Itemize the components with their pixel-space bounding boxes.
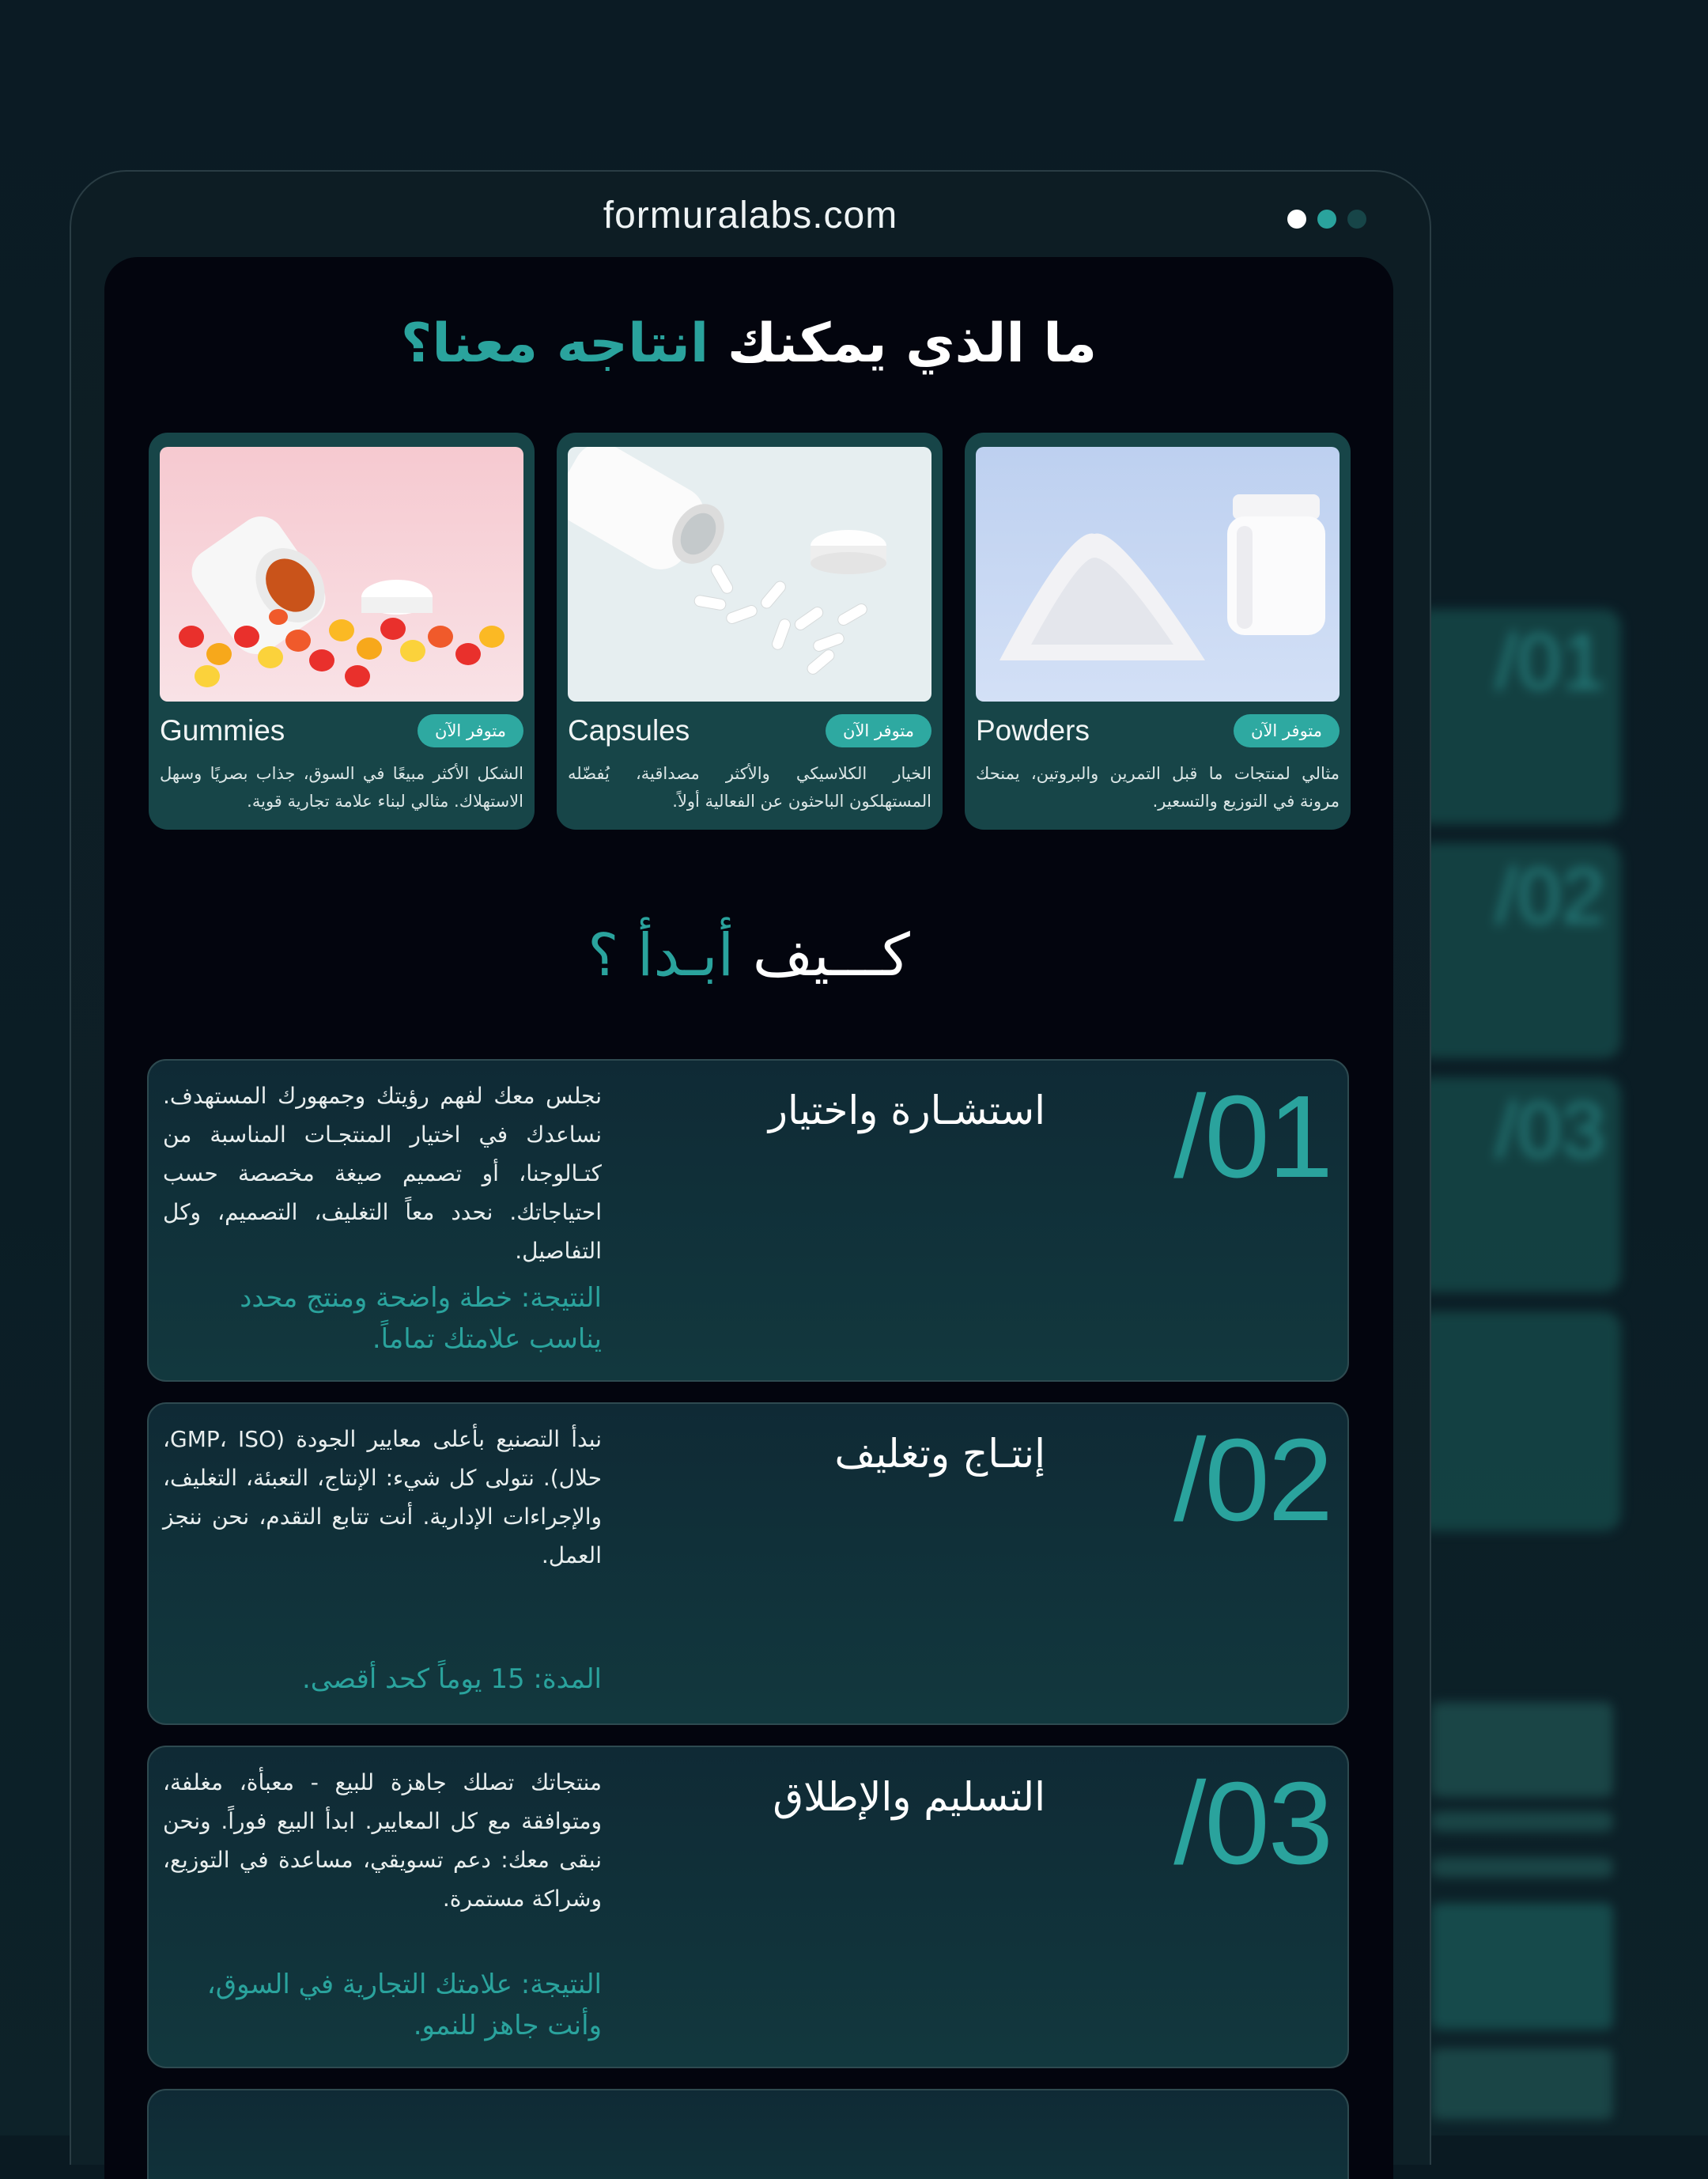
page-content [104, 257, 1393, 2179]
steps-heading-plain: كـــيف [752, 921, 910, 989]
product-description: مثالي لمنتجات ما قبل التمرين والبروتين، يمنحك مرونة في التوزيع والتسعير. [976, 764, 1340, 811]
product-card-gummies[interactable] [149, 433, 535, 830]
ghost-block [1431, 1903, 1613, 2030]
step-card-01 [147, 1059, 1349, 1382]
gummies-bottle-photo [160, 447, 523, 702]
url-text[interactable]: formuralabs.com [603, 195, 898, 236]
window-dot[interactable] [1317, 210, 1336, 229]
availability-badge: متوفر الآن [826, 714, 931, 747]
products-heading-plain: ما الذي يمكنك [727, 312, 1098, 375]
ghost-block [1431, 1857, 1613, 1878]
ghost-number: /02 [1494, 852, 1605, 940]
step-body: منتجاتك تصلك جاهزة للبيع - معبأة، مغلفة، ومتوافقة مع كل المعايير. ابدأ البيع فوراً. ونحن نبقى معك: دعم تسويقي، مساعدة في التوزيع، وشراكة مستمرة. [163, 1769, 602, 1912]
window-dot[interactable] [1347, 210, 1366, 229]
step-number: /03 [1173, 1758, 1332, 1889]
product-name: Gummies [160, 714, 285, 747]
capsules-bottle-photo [568, 447, 931, 702]
step-card-partial [147, 2089, 1349, 2179]
background-panel-blurred [1415, 459, 1645, 2135]
availability-badge: متوفر الآن [1234, 714, 1340, 747]
ghost-block [1431, 1811, 1613, 1832]
products-heading-accent: انتاجه معنا؟ [400, 312, 709, 375]
steps-heading-accent: أبـدأ ؟ [588, 921, 735, 989]
ghost-card [1415, 1077, 1621, 1292]
step-title: إنتـاج وتغليف [834, 1431, 1045, 1477]
powder-jar-photo [976, 447, 1340, 702]
product-card-capsules[interactable] [557, 433, 943, 830]
product-name: Powders [976, 714, 1090, 747]
product-description: الشكل الأكثر مبيعًا في السوق، جذاب بصريًا وسهل الاستهلاك. مثالي لبناء علامة تجارية قوية. [160, 764, 523, 811]
step-result: النتيجة: خطة واضحة ومنتج محدد يناسب علامتك تماماً. [240, 1282, 602, 1355]
steps-heading [104, 921, 1393, 989]
browser-window [70, 170, 1431, 2165]
window-dot[interactable] [1287, 210, 1306, 229]
ghost-card [1415, 609, 1621, 824]
ghost-card [1415, 843, 1621, 1058]
step-card-02 [147, 1402, 1349, 1725]
availability-badge: متوفر الآن [418, 714, 523, 747]
step-body: نبدأ التصنيع بأعلى معايير الجودة (GMP، ISO، حلال). نتولى كل شيء: الإنتاج، التعبئة، التغليف، والإجراءات الإدارية. أنت تتابع التقدم، نحن ننجز العمل. [163, 1426, 603, 1568]
step-card-03 [147, 1746, 1349, 2068]
ghost-block [1431, 1702, 1613, 1797]
step-body: نجلس معك لفهم رؤيتك وجمهورك المستهدف. نساعدك في اختيار المنتجـات المناسبة من كتـالوجنا، أو تصميم صيغة مخصصة حسب احتياجاتك. نحدد معاً التغليف، التصميم، وكل التفاصيل. [163, 1083, 602, 1264]
ghost-block [1431, 2048, 1613, 2120]
step-result: النتيجة: علامتك التجارية في السوق، وأنت جاهز للنمو. [206, 1969, 602, 2041]
step-title: استشـارة واختيار [768, 1088, 1045, 1133]
ghost-number: /03 [1494, 1086, 1605, 1175]
step-number: /01 [1173, 1072, 1332, 1202]
ghost-number: /01 [1494, 618, 1605, 706]
product-description: الخيار الكلاسيكي والأكثر مصداقية، يُفضّله المستهلكون الباحثون عن الفعالية أولاً. [568, 764, 931, 811]
step-title: التسليم والإطلاق [773, 1774, 1045, 1820]
ghost-card [1415, 1311, 1621, 1531]
step-number: /02 [1173, 1415, 1332, 1545]
step-result: المدة: 15 يوماً كحد أقصى. [302, 1663, 602, 1695]
product-name: Capsules [568, 714, 690, 747]
product-card-powders[interactable] [965, 433, 1351, 830]
window-dots [1287, 210, 1366, 229]
products-heading [104, 312, 1393, 375]
